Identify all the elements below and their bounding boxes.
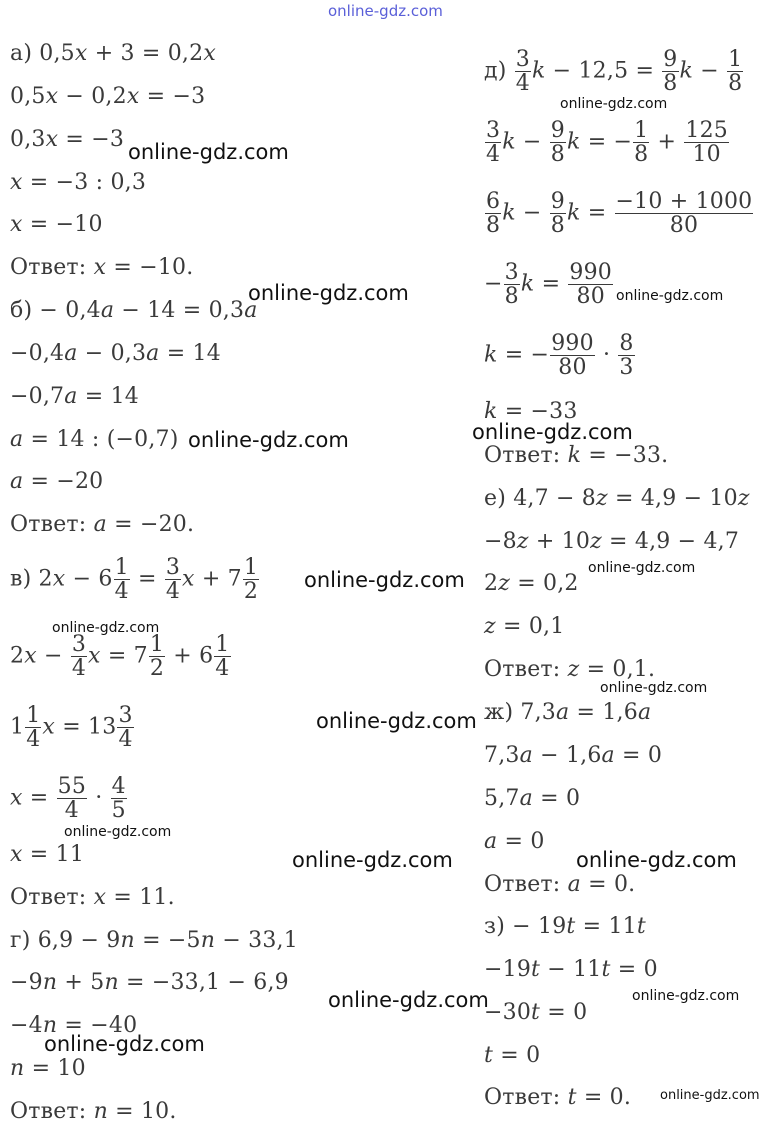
fraction: $\frac{4}{5}$ bbox=[111, 774, 126, 823]
fraction: $\frac{3}{4}$ bbox=[515, 47, 530, 96]
fraction: $\frac{1}{4}$ bbox=[26, 703, 41, 752]
watermark: online-gdz.com bbox=[600, 680, 708, 696]
fraction: $\frac{1}{8}$ bbox=[728, 47, 743, 96]
watermark: online-gdz.com bbox=[616, 288, 724, 304]
watermark: online-gdz.com bbox=[632, 988, 740, 1004]
eq-zh-answer: Ответ: a = 0. bbox=[484, 872, 636, 897]
fraction: $\frac{-10 + 1000}{80}$ bbox=[615, 189, 753, 238]
eq-v-line2: 2x − $\frac{3}{4}$ x = 7 $\frac{1}{2}$ + 6 $\frac{1}{4}$ bbox=[10, 632, 230, 681]
eq-v-line4: x = $\frac{55}{4}$ · $\frac{4}{5}$ bbox=[10, 774, 126, 823]
fraction: $\frac{125}{10}$ bbox=[685, 118, 728, 167]
eq-e-line2: −8z + 10z = 4,9 − 4,7 bbox=[484, 529, 740, 554]
eq-d-line6: k = −33 bbox=[484, 399, 578, 424]
watermark: online-gdz.com bbox=[316, 709, 477, 733]
fraction: $\frac{6}{8}$ bbox=[486, 189, 501, 238]
fraction: $\frac{9}{8}$ bbox=[550, 189, 565, 238]
eq-v-answer: Ответ: x = 11. bbox=[10, 885, 175, 910]
eq-v-line1: в) 2x − 6 $\frac{1}{4}$ = $\frac{3}{4}$ x + 7 $\frac{1}{2}$ bbox=[10, 555, 259, 604]
fraction: $\frac{1}{2}$ bbox=[243, 555, 259, 604]
eq-v-line5: x = 11 bbox=[10, 842, 85, 867]
eq-b-line4: a = 14 : (−0,7) bbox=[10, 427, 179, 452]
site-header-watermark: online-gdz.com bbox=[328, 2, 443, 20]
watermark: online-gdz.com bbox=[576, 848, 737, 872]
fraction: $\frac{3}{8}$ bbox=[504, 260, 519, 309]
watermark: online-gdz.com bbox=[292, 848, 453, 872]
eq-a-line3: 0,3x = −3 bbox=[10, 127, 125, 152]
fraction: $\frac{55}{4}$ bbox=[57, 774, 87, 823]
eq-b-line2: −0,4a − 0,3a = 14 bbox=[10, 341, 221, 366]
watermark: online-gdz.com bbox=[588, 560, 696, 576]
watermark: online-gdz.com bbox=[660, 1088, 760, 1103]
fraction: $\frac{990}{80}$ bbox=[551, 331, 594, 380]
eq-z-line4: t = 0 bbox=[484, 1043, 541, 1068]
fraction: $\frac{3}{4}$ bbox=[486, 118, 501, 167]
fraction: $\frac{3}{4}$ bbox=[118, 703, 133, 752]
watermark: online-gdz.com bbox=[64, 824, 172, 840]
eq-b-line3: −0,7a = 14 bbox=[10, 384, 139, 409]
eq-b-line5: a = −20 bbox=[10, 469, 104, 494]
eq-zh-line2: 7,3a − 1,6a = 0 bbox=[484, 743, 663, 768]
eq-g-line1: г) 6,9 − 9n = −5n − 33,1 bbox=[10, 928, 298, 953]
eq-d-line5: k = − $\frac{990}{80}$ · $\frac{8}{3}$ bbox=[484, 331, 634, 380]
fraction: $\frac{9}{8}$ bbox=[663, 47, 678, 96]
eq-b-line1: б) − 0,4a − 14 = 0,3a bbox=[10, 298, 258, 323]
eq-v-line3: 1 $\frac{1}{4}$ x = 13 $\frac{3}{4}$ bbox=[10, 703, 133, 752]
eq-z-line2: −19t − 11t = 0 bbox=[484, 957, 658, 982]
watermark: online-gdz.com bbox=[304, 568, 465, 592]
eq-b-answer: Ответ: a = −20. bbox=[10, 512, 195, 537]
eq-d-line4: − $\frac{3}{8}$ k = $\frac{990}{80}$ bbox=[484, 260, 612, 309]
eq-z-line1: з) − 19t = 11t bbox=[484, 914, 646, 939]
fraction: $\frac{1}{4}$ bbox=[114, 555, 129, 604]
fraction: $\frac{1}{4}$ bbox=[215, 632, 230, 681]
watermark: online-gdz.com bbox=[248, 281, 409, 305]
eq-e-answer: Ответ: z = 0,1. bbox=[484, 657, 656, 682]
eq-z-answer: Ответ: t = 0. bbox=[484, 1085, 632, 1110]
eq-e-line3: 2z = 0,2 bbox=[484, 571, 579, 596]
eq-e-line1: е) 4,7 − 8z = 4,9 − 10z bbox=[484, 486, 750, 511]
fraction: $\frac{990}{80}$ bbox=[569, 260, 612, 309]
fraction: $\frac{1}{8}$ bbox=[634, 118, 649, 167]
eq-d-line3: $\frac{6}{8}$ k − $\frac{9}{8}$ k = $\frac{-10 + 1000}{80}$ bbox=[486, 189, 753, 238]
eq-a-answer: Ответ: x = −10. bbox=[10, 255, 194, 280]
watermark: online-gdz.com bbox=[328, 988, 489, 1012]
watermark: online-gdz.com bbox=[128, 140, 289, 164]
watermark: online-gdz.com bbox=[472, 420, 633, 444]
eq-a-line4: x = −3 : 0,3 bbox=[10, 170, 147, 195]
eq-d-line1: д) $\frac{3}{4}$ k − 12,5 = $\frac{9}{8}$ k − $\frac{1}{8}$ bbox=[484, 47, 743, 96]
watermark: online-gdz.com bbox=[188, 428, 349, 452]
watermark: online-gdz.com bbox=[44, 1032, 205, 1056]
eq-g-answer: Ответ: n = 10. bbox=[10, 1099, 177, 1124]
eq-a-line2: 0,5x − 0,2x = −3 bbox=[10, 84, 206, 109]
fraction: $\frac{3}{4}$ bbox=[71, 632, 87, 681]
fraction: $\frac{3}{4}$ bbox=[165, 555, 181, 604]
eq-zh-line4: a = 0 bbox=[484, 829, 545, 854]
fraction: $\frac{8}{3}$ bbox=[619, 331, 634, 380]
eq-d-line2: $\frac{3}{4}$ k − $\frac{9}{8}$ k = − $\frac{1}{8}$ + $\frac{125}{10}$ bbox=[486, 118, 728, 167]
eq-z-line3: −30t = 0 bbox=[484, 1000, 588, 1025]
eq-a-line1: а) 0,5x + 3 = 0,2x bbox=[10, 41, 216, 66]
eq-zh-line1: ж) 7,3a = 1,6a bbox=[484, 700, 652, 725]
eq-zh-line3: 5,7a = 0 bbox=[484, 786, 581, 811]
watermark: online-gdz.com bbox=[560, 96, 668, 112]
eq-g-line2: −9n + 5n = −33,1 − 6,9 bbox=[10, 970, 289, 995]
eq-a-line5: x = −10 bbox=[10, 212, 103, 237]
watermark: online-gdz.com bbox=[52, 620, 160, 636]
eq-d-answer: Ответ: k = −33. bbox=[484, 443, 669, 468]
fraction: $\frac{9}{8}$ bbox=[550, 118, 565, 167]
eq-g-line3: −4n = −40 bbox=[10, 1013, 138, 1038]
eq-e-line4: z = 0,1 bbox=[484, 614, 565, 639]
eq-g-line4: n = 10 bbox=[10, 1056, 86, 1081]
fraction: $\frac{1}{2}$ bbox=[149, 632, 165, 681]
